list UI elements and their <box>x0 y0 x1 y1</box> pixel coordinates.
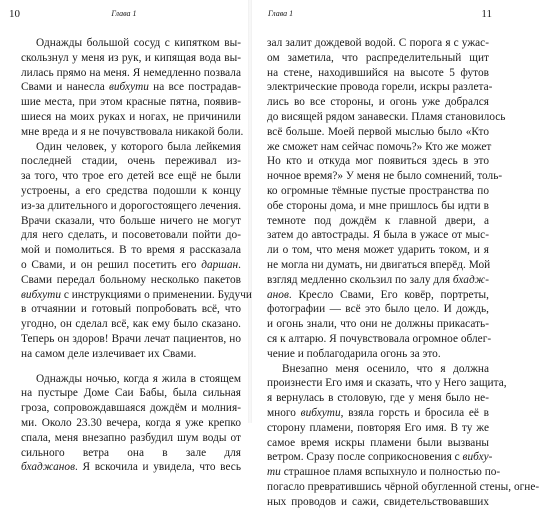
text-line <box>267 332 492 347</box>
line-text-tail: . Я вскочила и увидела, что весь <box>75 461 241 474</box>
line-text: зал залит дождевой водой. С порога я с ужас- <box>267 37 489 49</box>
text-line <box>21 347 241 362</box>
line-text: угодно, он сделал всё, как ему было сказано. <box>21 318 241 331</box>
text-line <box>267 436 489 451</box>
line-text: шие места, при этом красные пятна, появив- <box>21 96 241 109</box>
text-line <box>267 228 489 243</box>
text-line <box>267 302 489 317</box>
text-line <box>21 80 241 95</box>
text-line <box>267 421 489 436</box>
line-text: скользнул у меня из рук, и кипящая вода вы- <box>21 51 241 64</box>
text-line <box>21 154 241 169</box>
line-text: же сможет нам сейчас помочь?» Кто же может <box>267 140 492 153</box>
line-text: ветром. Сразу после соприкосновения с <box>267 451 463 464</box>
line-text: из-за длительного и дорогостоящего лечения. <box>21 199 242 212</box>
text-line <box>267 465 501 480</box>
line-text: погасло превратившись чёрной обугленной стены, огне- <box>267 480 539 493</box>
line-text: Однажды большой сосуд с кипятком вы- <box>36 37 241 49</box>
line-text-tail: , взяла горсть и бросила её в <box>340 406 489 419</box>
line-text: на пустыре Доме Саи Бабы, была сильная <box>21 387 241 400</box>
line-text: Свами и нанесла <box>21 81 109 94</box>
right-page <box>252 0 539 508</box>
text-line <box>267 66 489 81</box>
paragraph-gap <box>21 362 241 372</box>
line-text-tail: с инструкциями о применении. Будучи <box>60 288 252 301</box>
line-text: устроены, а его средства подошли к концу <box>21 184 241 197</box>
left-running-head: Глава 1 <box>111 9 137 18</box>
line-text: ли о том, что меня может ударить током, и я <box>267 244 489 257</box>
line-text: всё больше. Моей первой мыслью было «Кто <box>267 125 489 138</box>
text-line <box>21 386 241 401</box>
italic-term: ти <box>267 466 281 479</box>
line-text: я вернулась в столовую, где у меня было не- <box>267 392 489 405</box>
italic-term: вибхути <box>21 288 61 301</box>
line-text: гроза, сопровождавшаяся дождём и молния- <box>21 402 241 415</box>
line-text: много <box>267 406 301 419</box>
line-text: шиеся на моих руках и ногах, не причинили <box>21 110 241 123</box>
line-text: ных проводов и сажи, свидетельствовавших <box>267 495 489 508</box>
line-text: на стене, находившийся на высоте 5 футов <box>267 66 489 79</box>
text-line <box>267 36 489 51</box>
line-text: самое время искры пламени были вызваны <box>267 436 489 449</box>
line-text: на самом деле излечивает их Свами. <box>21 347 197 360</box>
line-text: Врачи сказали, что больше ничего не могут <box>21 214 241 227</box>
line-text: произнести Его имя и сказать, что у Него защита, <box>267 377 507 390</box>
text-line <box>21 228 241 243</box>
text-line <box>21 199 241 214</box>
text-line <box>267 273 489 288</box>
line-text: лись во все стороны, и огонь уже добрался <box>267 96 489 109</box>
right-page-number: 11 <box>481 8 492 20</box>
line-text-tail: . Кресло Свами, Его ковёр, портреты, <box>288 288 489 301</box>
text-line <box>267 376 507 391</box>
text-line <box>21 446 241 461</box>
text-line <box>267 51 489 66</box>
text-line <box>21 258 241 273</box>
line-text: чение и поблагодарила огонь за это. <box>267 347 441 360</box>
line-text: не могла ни думать, ни двигаться вперёд. Мой <box>267 258 491 271</box>
right-page-body <box>267 36 539 510</box>
line-text: лилась прямо на меня. Я немедленно позвала <box>21 66 241 79</box>
italic-term: бхадж- <box>452 273 489 286</box>
text-line <box>267 80 493 95</box>
line-text: в отчаянии и готовый попробовать всё, что <box>21 303 241 316</box>
line-text: мне вреда и я не почувствовала никакой боли. <box>21 125 244 138</box>
text-line <box>267 110 506 125</box>
line-text: спала, меня внезапно разбудил шум воды от <box>21 431 241 444</box>
line-text: мой и помолиться. В то время я рассказала <box>21 244 241 257</box>
italic-term: вибху- <box>462 451 493 464</box>
line-text: сторону пламени, повторяя Его имя. В ту же <box>267 421 489 434</box>
line-text: Однажды ночью, когда я жила в стоящем <box>36 372 241 385</box>
text-line <box>21 110 241 125</box>
line-text: ко огромные тёмные пустые пространства по <box>267 184 489 197</box>
italic-term: даршан <box>201 258 239 271</box>
text-line <box>21 401 241 416</box>
text-line <box>267 347 489 362</box>
text-line <box>21 36 241 51</box>
text-line <box>21 317 241 332</box>
italic-term: вибхути <box>108 81 149 94</box>
text-line <box>21 288 252 303</box>
line-text: Один человек, у которого была лейкемия <box>36 140 241 153</box>
text-line <box>21 184 241 199</box>
line-text-tail: на все пострадав- <box>148 81 241 94</box>
text-line <box>21 95 241 110</box>
text-line <box>267 184 489 199</box>
italic-term: бхаджанов <box>21 461 76 474</box>
text-line <box>267 214 489 229</box>
text-line <box>267 450 493 465</box>
line-text: обе стороны дома, и мне пришлось бы идти в <box>267 199 489 212</box>
line-text: и огонь знали, что они не должны прикасать- <box>267 318 489 331</box>
line-text: ночное время?» У меня не было сомнений, толь- <box>267 170 503 183</box>
text-line <box>21 214 241 229</box>
italic-term: анов <box>267 288 289 301</box>
text-line <box>21 66 241 81</box>
text-line <box>267 243 489 258</box>
text-line <box>21 125 244 140</box>
line-text: затем до автострады. Я была в ужасе от мыс- <box>267 229 489 242</box>
text-line <box>267 288 489 303</box>
line-text: для него сделать, и посоветовали пойти до- <box>21 229 241 242</box>
text-line <box>21 169 241 184</box>
right-running-head: Глава 1 <box>268 9 294 18</box>
left-page <box>0 0 252 474</box>
line-text-tail: страшное пламя вспыхнуло и полностью по- <box>280 466 501 479</box>
line-text: за того, что трое его детей все ещё не были <box>21 170 241 183</box>
text-line <box>267 140 492 155</box>
text-line <box>267 495 489 510</box>
line-text: Внезапно меня осенило, что я должна <box>282 362 489 375</box>
line-text: электрические провода горели, искры разлета- <box>267 81 493 94</box>
left-page-body <box>21 36 252 475</box>
line-text: ми. Около 23.30 вечера, когда я уже крепко <box>21 416 241 429</box>
text-line <box>21 243 241 258</box>
italic-term: вибхути <box>300 406 341 419</box>
text-line <box>267 480 539 495</box>
text-line <box>21 302 241 317</box>
line-text: сильного ветра она в зале для <box>21 446 241 459</box>
line-text: ся к алтарю. Я почувствовала огромное облег- <box>267 332 492 345</box>
text-line <box>267 258 489 273</box>
text-line <box>21 460 241 475</box>
text-line <box>267 406 489 421</box>
line-text: ом заметила, что распределительный щит <box>267 51 489 64</box>
line-text: темноте под дождём к главной двери, а <box>267 214 489 227</box>
line-text: о Свами, и он решил посетить его <box>21 258 202 271</box>
line-text: фотографии — всё это было цело. И дождь, <box>267 303 489 316</box>
line-text: последней стадии, очень переживал из- <box>21 155 241 168</box>
text-line <box>21 273 241 288</box>
text-line <box>21 332 241 347</box>
line-text: Но кто и откуда мог появиться здесь в это <box>267 155 489 168</box>
left-page-number: 10 <box>9 8 20 20</box>
line-text: Свами передал больному несколько пакетов <box>21 273 241 286</box>
text-line <box>267 169 503 184</box>
text-line <box>267 154 489 169</box>
text-line <box>267 125 489 140</box>
text-line <box>267 199 489 214</box>
text-line <box>21 51 241 66</box>
text-line <box>21 431 241 446</box>
text-line <box>267 391 489 406</box>
line-text: взгляд медленно скользил по залу для <box>267 273 453 286</box>
text-line <box>267 317 489 332</box>
text-line <box>21 372 241 387</box>
line-text: до висящей рядом занавески. Пламя становилось <box>267 110 506 123</box>
text-line <box>267 95 489 110</box>
line-text-tail: . <box>238 258 241 271</box>
text-line <box>267 362 489 377</box>
text-line <box>21 140 241 155</box>
text-line <box>21 416 241 431</box>
line-text: Теперь он здоров! Врачи лечат пациентов, но <box>21 332 241 345</box>
